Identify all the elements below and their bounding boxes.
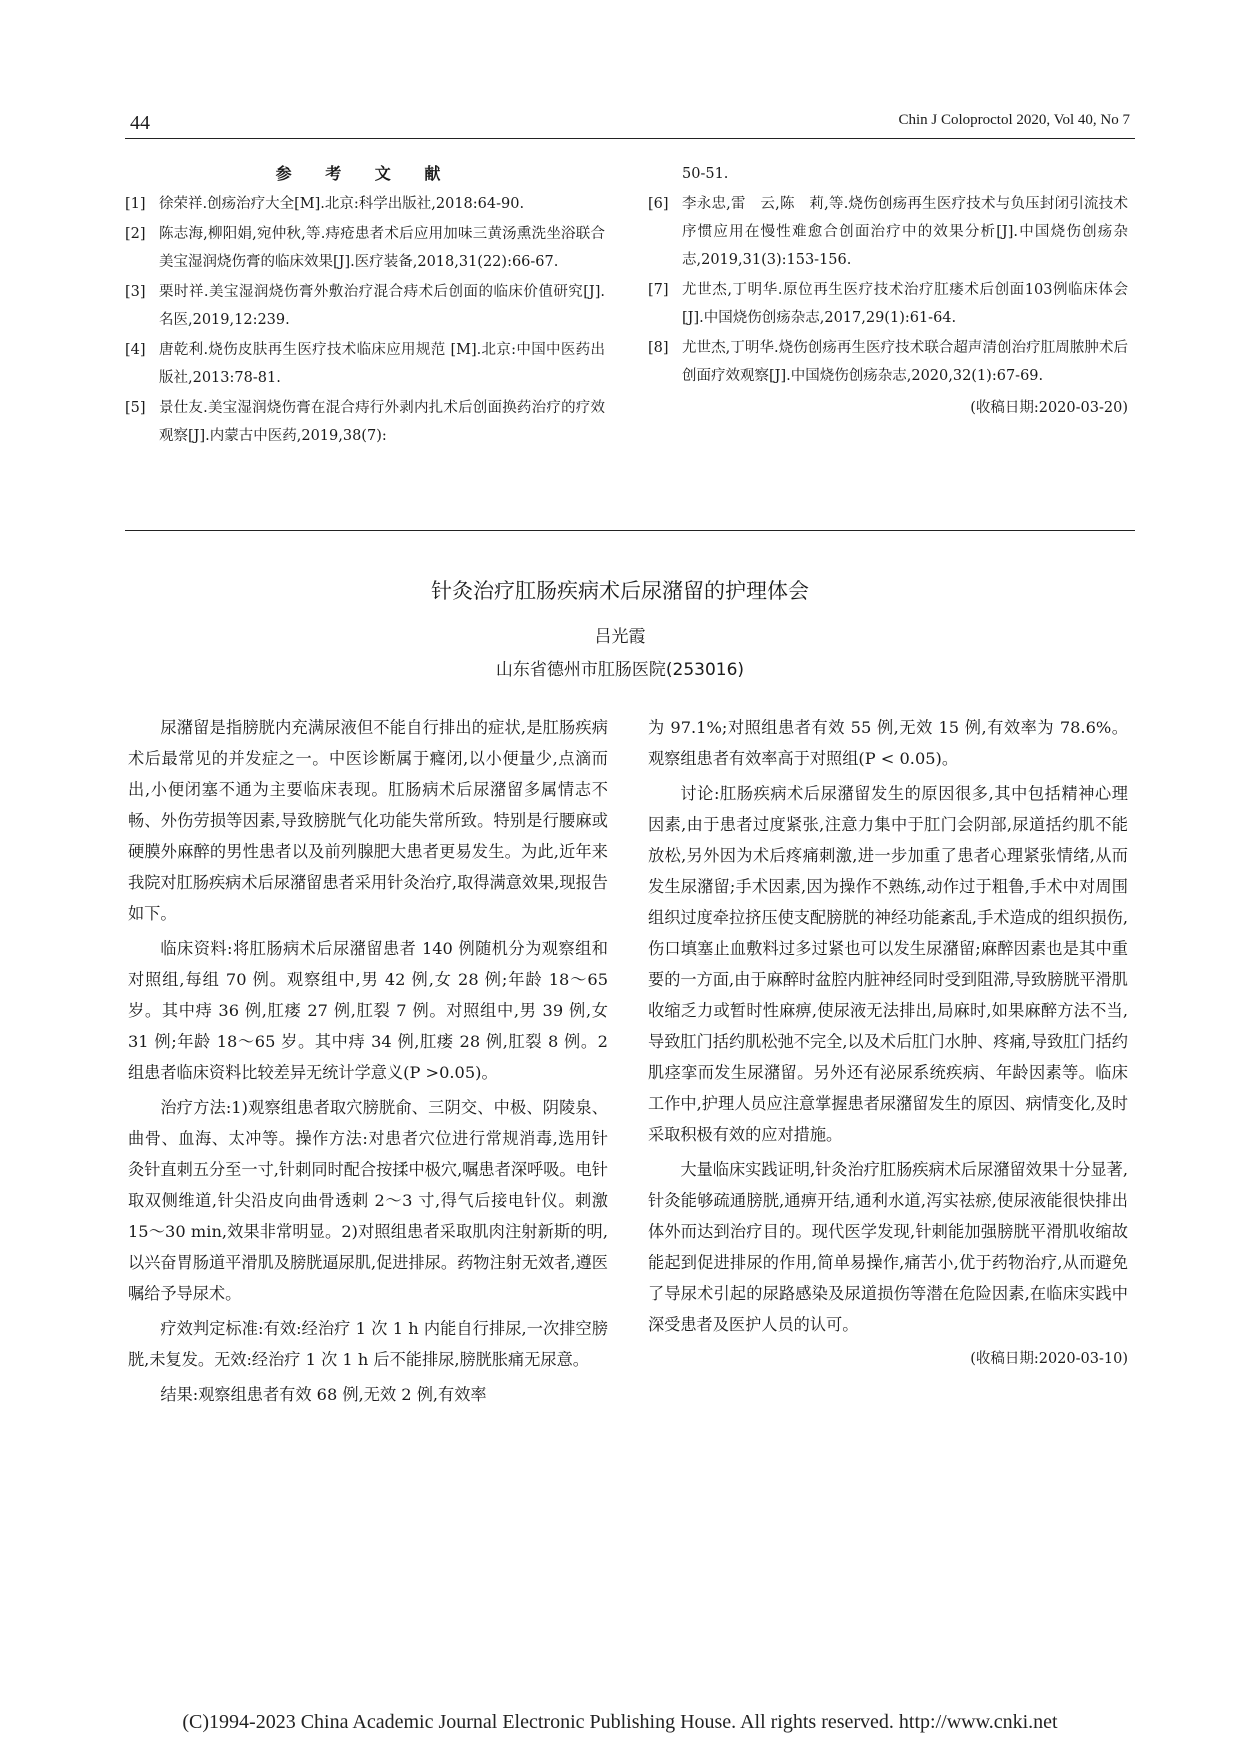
reference-item	[125, 336, 605, 392]
page-number: 44	[130, 112, 150, 134]
article-right-column	[648, 712, 1128, 1375]
reference-item	[648, 276, 1128, 332]
body-paragraph: 大量临床实践证明,针灸治疗肛肠疾病术后尿潴留效果十分显著,针灸能够疏通膀胱,通痹开结,通利水道,泻实祛瘀,使尿液能很快排出体外而达到治疗目的。现代医学发现,针刺能加强膀胱平滑肌收缩故能起到促进排尿的作用,简单易操作,痛苦小,优于药物治疗,从而避免了导尿术引起的尿路感染及尿道损伤等潜在危险因素,在临床实践中深受患者及医护人员的认可。	[648, 1160, 1128, 1334]
reference-text: 唐乾利.烧伤皮肤再生医疗技术临床应用规范 [M].北京:中国中医药出版社,2013:78-81.	[159, 342, 605, 386]
reference-number: [7]	[648, 282, 669, 298]
reference-number: [2]	[125, 226, 146, 242]
body-paragraph: 为 97.1%;对照组患者有效 55 例,无效 15 例,有效率为 78.6%。观察组患者有效率高于对照组(P < 0.05)。	[648, 718, 1128, 768]
reference-text: 尤世杰,丁明华.原位再生医疗技术治疗肛瘘术后创面103例临床体会[J].中国烧伤创疡杂志,2017,29(1):61-64.	[682, 282, 1128, 326]
reference-item	[125, 220, 605, 276]
reference-text: 尤世杰,丁明华.烧伤创疡再生医疗技术联合超声清创治疗肛周脓肿术后创面疗效观察[J].中国烧伤创疡杂志,2020,32(1):67-69.	[682, 340, 1128, 384]
received-date: (收稿日期:2020-03-10)	[970, 1351, 1128, 1367]
body-paragraph: 尿潴留是指膀胱内充满尿液但不能自行排出的症状,是肛肠疾病术后最常见的并发症之一。中医诊断属于癃闭,以小便量少,点滴而出,小便闭塞不通为主要临床表现。肛肠病术后尿潴留多属情志不畅、外伤劳损等因素,导致膀胱气化功能失常所致。特别是行腰麻或硬膜外麻醉的男性患者以及前列腺肥大患者更易发生。为此,近年来我院对肛肠疾病术后尿潴留患者采用针灸治疗,取得满意效果,现报告如下。	[128, 718, 608, 923]
journal-header: Chin J Coloproctol 2020, Vol 40, No 7	[898, 112, 1130, 128]
reference-text: 景仕友.美宝湿润烧伤膏在混合痔行外剥内扎术后创面换药治疗的疗效观察[J].内蒙古中医药,2019,38(7):	[159, 400, 605, 444]
body-paragraph: 讨论:肛肠疾病术后尿潴留发生的原因很多,其中包括精神心理因素,由于患者过度紧张,注意力集中于肛门会阴部,尿道括约肌不能放松,另外因为术后疼痛刺激,进一步加重了患者心理紧张情绪,从而发生尿潴留;手术因素,因为操作不熟练,动作过于粗鲁,手术中对周围组织过度牵拉挤压使支配膀胱的神经功能紊乱,手术造成的组织损伤,伤口填塞止血敷料过多过紧也可以发生尿潴留;麻醉因素也是其中重要的一方面,由于麻醉时盆腔内脏神经同时受到阻滞,导致膀胱平滑肌收缩乏力或暂时性麻痹,使尿液无法排出,局麻时,如果麻醉方法不当,导致肛门括约肌松弛不完全,以及术后肛门水肿、疼痛,导致肛门括约肌痉挛而发生尿潴留。另外还有泌尿系统疾病、年龄因素等。临床工作中,护理人员应注意掌握患者尿潴留发生的原因、病情变化,及时采取积极有效的应对措施。	[648, 784, 1128, 1144]
copyright-footer: (C)1994-2023 China Academic Journal Electronic Publishing House. All rights reserved. http://www.cnki.net	[182, 1711, 1058, 1733]
references-title: 参 考 文 献	[275, 164, 455, 183]
reference-number: [8]	[648, 340, 669, 356]
reference-number: [3]	[125, 284, 146, 300]
reference-item	[648, 190, 1128, 274]
body-paragraph: 结果:观察组患者有效 68 例,无效 2 例,有效率	[160, 1385, 487, 1404]
reference-item	[648, 334, 1128, 390]
body-paragraph: 疗效判定标准:有效:经治疗 1 次 1 h 内能自行排尿,一次排空膀胱,未复发。无效:经治疗 1 次 1 h 后不能排尿,膀胱胀痛无尿意。	[128, 1319, 608, 1369]
article-left-column	[128, 712, 608, 1414]
reference-item	[125, 278, 605, 334]
article-author: 吕光霞	[594, 627, 646, 647]
reference-item	[125, 190, 605, 218]
article-title: 针灸治疗肛肠疾病术后尿潴留的护理体会	[431, 579, 809, 603]
section-divider	[125, 530, 1135, 531]
references-right-column	[648, 160, 1128, 422]
reference-text: 李永忠,雷 云,陈 莉,等.烧伤创疡再生医疗技术与负压封闭引流技术序惯应用在慢性难愈合创面治疗中的效果分析[J].中国烧伤创疡杂志,2019,31(3):153-156.	[682, 196, 1128, 268]
reference-continuation: 50-51.	[682, 166, 729, 182]
received-date: (收稿日期:2020-03-20)	[970, 400, 1128, 416]
body-paragraph: 治疗方法:1)观察组患者取穴膀胱俞、三阴交、中极、阴陵泉、曲骨、血海、太冲等。操作方法:对患者穴位进行常规消毒,选用针灸针直刺五分至一寸,针刺同时配合按揉中极穴,嘱患者深呼吸。电针取双侧维道,针尖沿皮向曲骨透刺 2～3 寸,得气后接电针仪。刺激 15～30 min,效果非常明显。2)对照组患者采取肌肉注射新斯的明,以兴奋胃肠道平滑肌及膀胱逼尿肌,促进排尿。药物注射无效者,遵医嘱给予导尿术。	[128, 1098, 608, 1303]
header-divider	[125, 138, 1135, 139]
reference-text: 陈志海,柳阳娟,宛仲秋,等.痔疮患者术后应用加味三黄汤熏洗坐浴联合美宝湿润烧伤膏的临床效果[J].医疗装备,2018,31(22):66-67.	[159, 226, 605, 270]
body-paragraph: 临床资料:将肛肠病术后尿潴留患者 140 例随机分为观察组和对照组,每组 70 例。观察组中,男 42 例,女 28 例;年龄 18～65 岁。其中痔 36 例,肛瘘 27 例,肛裂 7 例。对照组中,男 39 例,女 31 例;年龄 18～65 岁。其中痔 34 例,肛瘘 28 例,肛裂 8 例。2 组患者临床资料比较差异无统计学意义(P >0.05)。	[128, 939, 608, 1082]
reference-item	[125, 394, 605, 450]
reference-number: [1]	[125, 196, 146, 212]
reference-number: [4]	[125, 342, 146, 358]
references-left-column	[125, 160, 605, 452]
reference-number: [5]	[125, 400, 146, 416]
reference-text: 徐荣祥.创疡治疗大全[M].北京:科学出版社,2018:64-90.	[159, 196, 525, 212]
article-affiliation: 山东省德州市肛肠医院(253016)	[495, 660, 745, 680]
reference-text: 栗时祥.美宝湿润烧伤膏外敷治疗混合痔术后创面的临床价值研究[J].名医,2019,12:239.	[159, 284, 605, 328]
reference-number: [6]	[648, 196, 669, 212]
